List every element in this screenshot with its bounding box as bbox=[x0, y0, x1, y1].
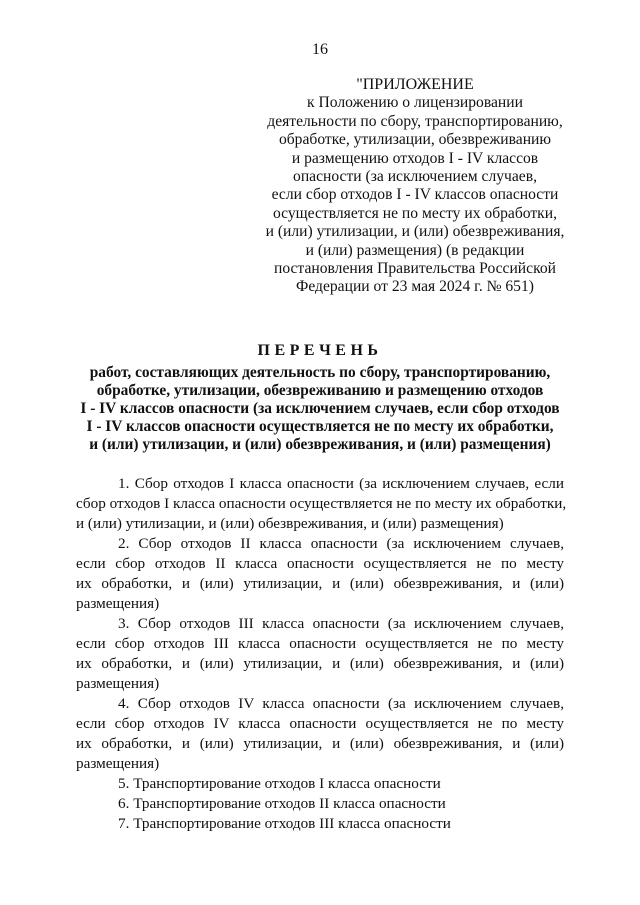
appendix-line: осуществляется не по месту их обработки, bbox=[272, 204, 558, 222]
list-item-line: 3. Сбор отходов III класса опасности (за исключением случаев, bbox=[118, 615, 564, 632]
list-item-line: размещения) bbox=[76, 755, 160, 772]
appendix-header bbox=[240, 76, 590, 297]
subtitle-line: обработке, утилизации, обезвреживанию и размещению отходов bbox=[96, 382, 544, 399]
appendix-line: и (или) размещения) (в редакции bbox=[305, 241, 525, 259]
list-item-line: если сбор отходов III класса опасности осуществляется не по месту bbox=[76, 635, 564, 652]
list-item-line: если сбор отходов IV класса опасности осуществляется не по месту bbox=[76, 715, 564, 732]
list-item-line: и (или) утилизации, и (или) обезвреживания, и (или) размещения) bbox=[76, 515, 504, 532]
list-item-line: 2. Сбор отходов II класса опасности (за исключением случаев, bbox=[118, 535, 564, 552]
appendix-line: обработке, утилизации, обезвреживанию bbox=[278, 131, 552, 149]
appendix-line: опасности (за исключением случаев, bbox=[293, 168, 537, 186]
list-item-line: 4. Сбор отходов IV класса опасности (за исключением случаев, bbox=[118, 695, 564, 712]
list-item-line: их обработки, и (или) утилизации, и (или) обезвреживания, и (или) bbox=[76, 575, 564, 592]
list-item-line: 7. Транспортирование отходов III класса опасности bbox=[118, 815, 451, 832]
appendix-line: если сбор отходов I - IV классов опасности bbox=[271, 186, 559, 204]
appendix-line: деятельности по сбору, транспортированию, bbox=[267, 112, 563, 130]
list-item bbox=[76, 774, 564, 794]
list-item bbox=[76, 534, 564, 614]
list-item bbox=[76, 474, 567, 534]
appendix-title: "ПРИЛОЖЕНИЕ bbox=[356, 76, 474, 93]
list-item-line: 5. Транспортирование отходов I класса опасности bbox=[118, 775, 441, 792]
work-list bbox=[76, 474, 567, 834]
appendix-line: и (или) утилизации, и (или) обезвреживания, bbox=[265, 223, 565, 241]
appendix-line: и размещению отходов I - IV классов bbox=[291, 149, 539, 167]
appendix-line: к Положению о лицензировании bbox=[307, 94, 523, 112]
list-item-line: их обработки, и (или) утилизации, и (или) обезвреживания, и (или) bbox=[76, 735, 564, 752]
list-item-line: 6. Транспортирование отходов II класса опасности bbox=[118, 795, 446, 812]
list-item-line: размещения) bbox=[76, 675, 160, 692]
subtitle-line: I - IV классов опасности осуществляется не по месту их обработки, bbox=[86, 418, 554, 435]
list-item bbox=[76, 814, 564, 834]
subtitle-line: работ, составляющих деятельность по сбору, транспортированию, bbox=[89, 364, 551, 381]
subtitle-line: I - IV классов опасности (за исключением случаев, если сбор отходов bbox=[80, 400, 560, 417]
list-item bbox=[76, 794, 564, 814]
appendix-line: постановления Правительства Российской bbox=[273, 260, 557, 278]
document-title: ПЕРЕЧЕНЬ bbox=[257, 342, 383, 359]
page-number: 16 bbox=[312, 41, 328, 58]
list-item-line: если сбор отходов II класса опасности осуществляется не по месту bbox=[76, 555, 564, 572]
document-subtitle bbox=[60, 364, 580, 454]
list-item-line: размещения) bbox=[76, 595, 160, 612]
list-item-line: сбор отходов I класса опасности осуществляется не по месту их обработки, bbox=[76, 495, 567, 512]
list-item-line: 1. Сбор отходов I класса опасности (за исключением случаев, если bbox=[118, 475, 564, 492]
list-item bbox=[76, 694, 564, 774]
appendix-line: Федерации от 23 мая 2024 г. № 651) bbox=[296, 278, 534, 296]
list-item bbox=[76, 614, 564, 694]
list-item-line: их обработки, и (или) утилизации, и (или) обезвреживания, и (или) bbox=[76, 655, 564, 672]
subtitle-line: и (или) утилизации, и (или) обезвреживания, и (или) размещения) bbox=[89, 436, 551, 453]
